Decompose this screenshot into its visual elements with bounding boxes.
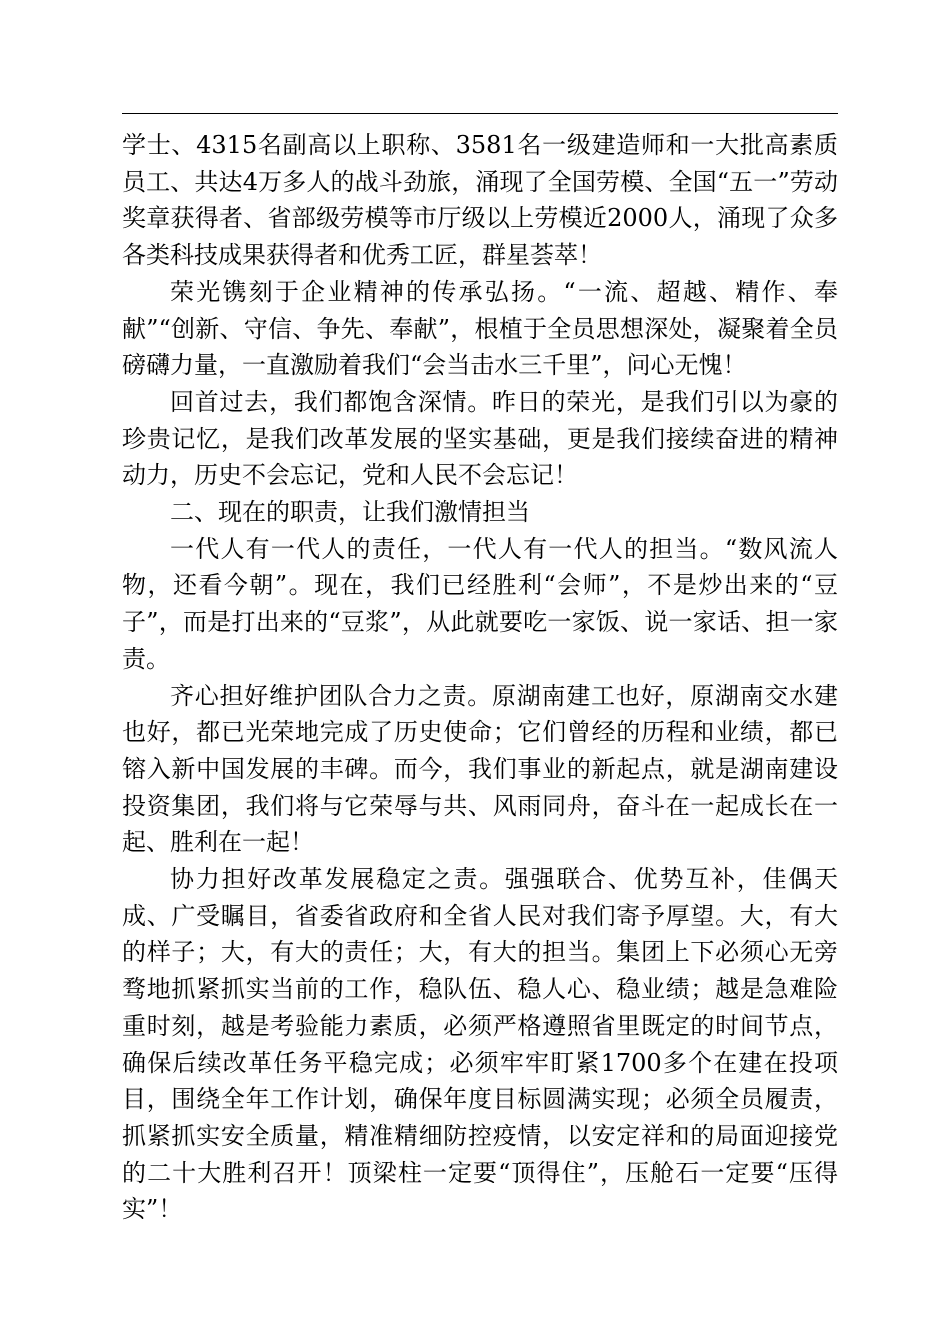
paragraph: 齐心担好维护团队合力之责。原湖南建工也好，原湖南交水建也好，都已光荣地完成了历史使命；它们曾经的历程和业绩，都已镕入新中国发展的丰碑。而今，我们事业的新起点，就是湖南建设投资集团，我们将与它荣辱与共、风雨同舟，奋斗在一起成长在一起、胜利在一起！ <box>122 681 838 857</box>
paragraph: 回首过去，我们都饱含深情。昨日的荣光，是我们引以为豪的珍贵记忆，是我们改革发展的坚实基础，更是我们接续奋进的精神动力，历史不会忘记，党和人民不会忘记！ <box>122 387 838 490</box>
paragraph: 荣光镌刻于企业精神的传承弘扬。“一流、超越、精作、奉献”“创新、守信、争先、奉献”，根植于全员思想深处，凝聚着全员磅礴力量，一直激励着我们“会当击水三千里”，问心无愧！ <box>122 277 838 380</box>
header-rule <box>122 113 838 114</box>
paragraph: 协力担好改革发展稳定之责。强强联合、优势互补，佳偶天成、广受瞩目，省委省政府和全省人民对我们寄予厚望。大，有大的样子；大，有大的责任；大，有大的担当。集团上下必须心无旁骛地抓紧抓实当前的工作，稳队伍、稳人心、稳业绩；越是急难险重时刻，越是考验能力素质，必须严格遵照省里既定的时间节点，确保后续改革任务平稳完成；必须牢牢盯紧1700多个在建在投项目，围绕全年工作计划，确保年度目标圆满实现；必须全员履责，抓紧抓实安全质量，精准精细防控疫情，以安定祥和的局面迎接党的二十大胜利召开！顶梁柱一定要“顶得住”，压舱石一定要“压得实”！ <box>122 865 838 1224</box>
section-heading: 二、现在的职责，让我们激情担当 <box>170 498 530 527</box>
document-body <box>122 127 838 1228</box>
paragraph: 一代人有一代人的责任，一代人有一代人的担当。“数风流人物，还看今朝”。现在，我们已经胜利“会师”，不是炒出来的“豆子”，而是打出来的“豆浆”，从此就要吃一家饭、说一家话、担一家责。 <box>122 534 838 673</box>
paragraph: 学士、4315名副高以上职称、3581名一级建造师和一大批高素质员工、共达4万多人的战斗劲旅，涌现了全国劳模、全国“五一”劳动奖章获得者、省部级劳模等市厅级以上劳模近2000人，涌现了众多各类科技成果获得者和优秀工匠，群星荟萃！ <box>122 131 838 270</box>
